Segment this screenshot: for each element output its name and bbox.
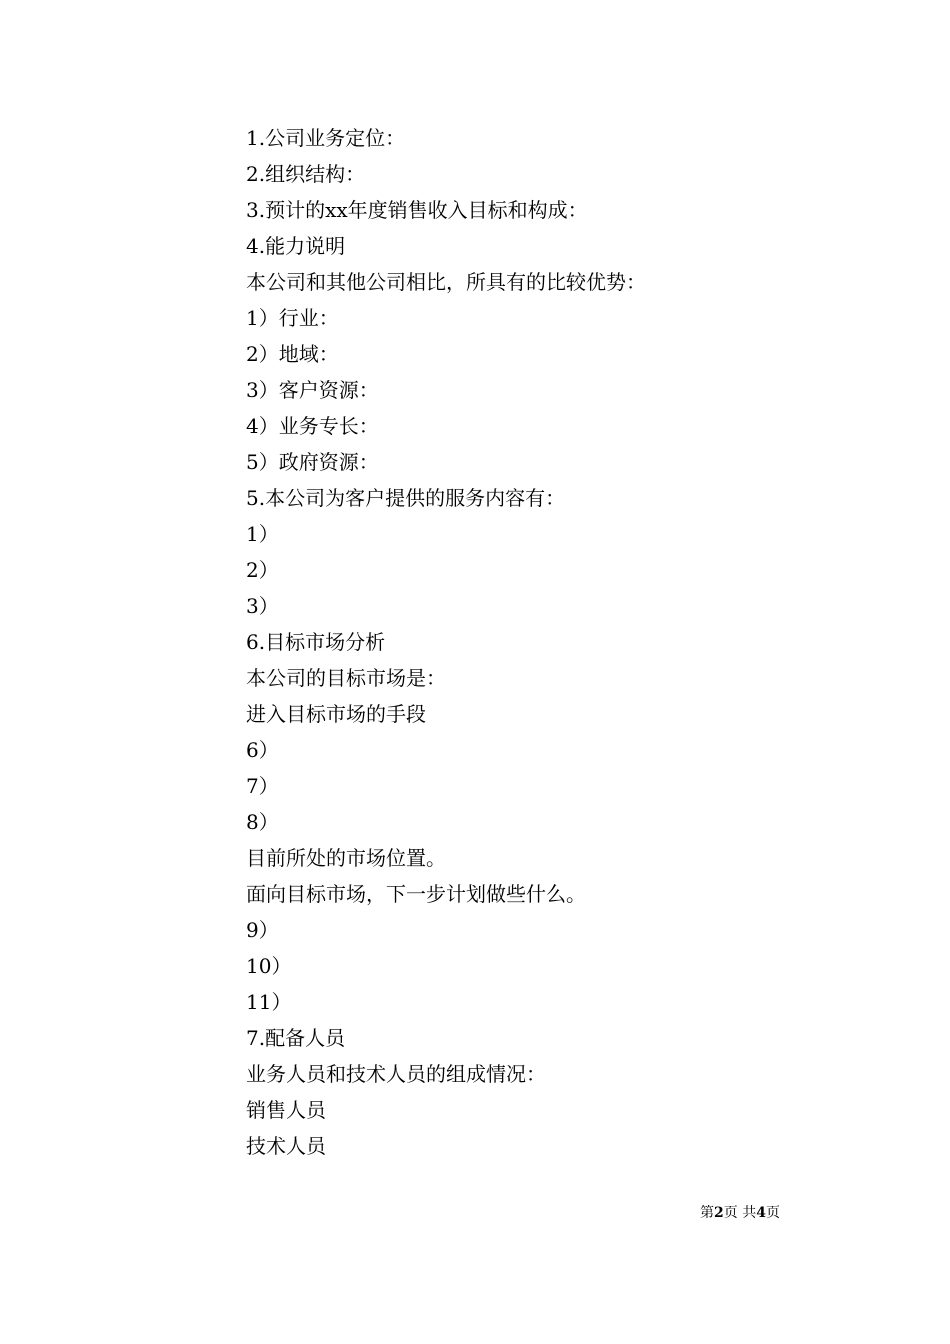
list-item: 3） <box>246 594 279 618</box>
footer-suffix: 页 <box>765 1205 780 1221</box>
paragraph-market-position: 目前所处的市场位置。 <box>246 846 446 870</box>
list-item: 1）行业： <box>246 306 339 330</box>
paragraph-technical-staff: 技术人员 <box>246 1134 326 1158</box>
footer-prefix: 第 <box>700 1205 714 1221</box>
list-item: 11） <box>246 990 292 1014</box>
list-item: 2）地域： <box>246 342 339 366</box>
document-body <box>246 120 866 1164</box>
list-item: 1） <box>246 522 279 546</box>
paragraph-staff-composition: 业务人员和技术人员的组成情况： <box>246 1062 546 1086</box>
heading-business-positioning: 1.公司业务定位： <box>246 126 406 150</box>
paragraph-market-entry: 进入目标市场的手段 <box>246 702 426 726</box>
paragraph-next-plan: 面向目标市场，下一步计划做些什么。 <box>246 882 586 906</box>
heading-organization-structure: 2.组织结构： <box>246 162 366 186</box>
footer-middle: 页 共 <box>723 1205 757 1221</box>
list-item: 7） <box>246 774 279 798</box>
list-item: 9） <box>246 918 279 942</box>
list-item: 5）政府资源： <box>246 450 379 474</box>
list-item: 6） <box>246 738 279 762</box>
list-item: 10） <box>246 954 292 978</box>
heading-sales-target: 3.预计的xx年度销售收入目标和构成： <box>246 198 588 222</box>
heading-services: 5.本公司为客户提供的服务内容有： <box>246 486 566 510</box>
paragraph-target-market: 本公司的目标市场是： <box>246 666 446 690</box>
footer-total-pages: 4 <box>756 1205 766 1221</box>
list-item: 2） <box>246 558 279 582</box>
heading-target-market: 6.目标市场分析 <box>246 630 386 654</box>
page-number-footer <box>700 1203 820 1223</box>
paragraph-sales-staff: 销售人员 <box>246 1098 326 1122</box>
heading-capability: 4.能力说明 <box>246 234 346 258</box>
paragraph-advantages: 本公司和其他公司相比，所具有的比较优势： <box>246 270 646 294</box>
list-item: 8） <box>246 810 279 834</box>
list-item: 3）客户资源： <box>246 378 379 402</box>
heading-staffing: 7.配备人员 <box>246 1026 346 1050</box>
footer-current-page: 2 <box>714 1205 724 1221</box>
list-item: 4）业务专长： <box>246 414 379 438</box>
